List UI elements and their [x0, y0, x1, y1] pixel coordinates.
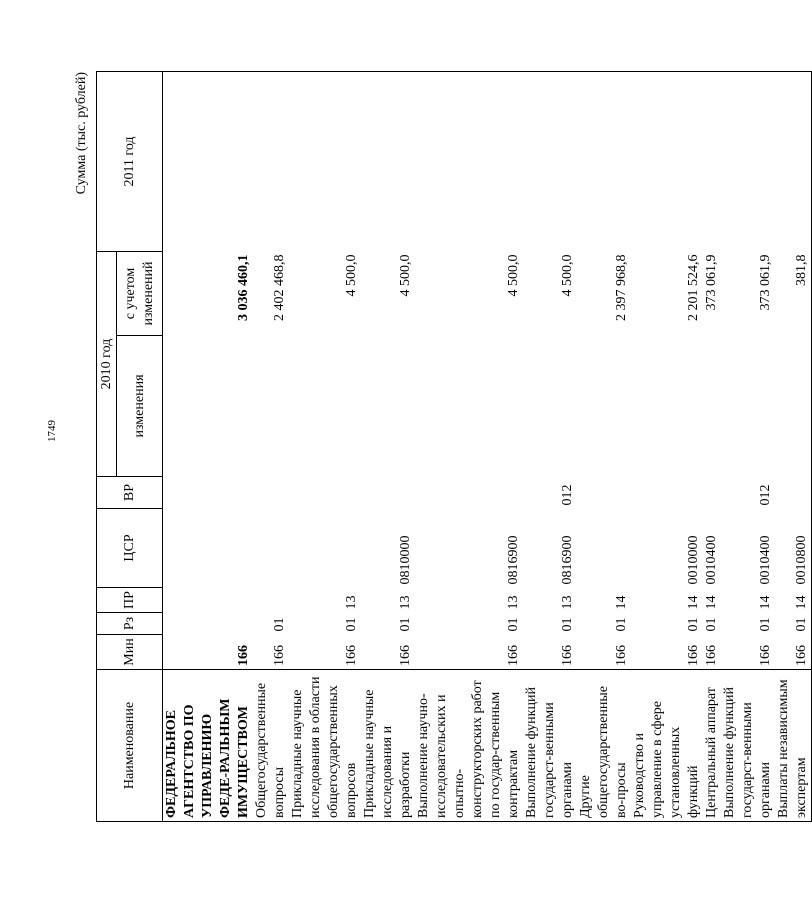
row-changes [775, 336, 812, 477]
row-pr: 13 [398, 595, 413, 610]
row-rz: 01 [614, 617, 629, 632]
row-rz: 01 [506, 617, 521, 632]
row-csr [577, 509, 631, 588]
table-row [721, 72, 775, 822]
row-csr [163, 509, 254, 588]
row-changes [361, 336, 415, 477]
row-with-changes: 373 061,9 [704, 254, 719, 311]
row-vr [361, 477, 415, 509]
row-pr: 14 [758, 595, 773, 610]
row-2011 [631, 72, 703, 252]
row-vr [289, 477, 361, 509]
row-changes [289, 336, 361, 477]
row-name: Руководство и управление в сфере установленных функций [631, 670, 703, 822]
header-csr: ЦСР [97, 509, 163, 588]
row-vr: 012 [560, 484, 575, 506]
row-min: 166 [775, 635, 812, 670]
row-changes [523, 336, 577, 477]
row-with-changes: 4 500,0 [506, 254, 521, 297]
row-changes [163, 336, 254, 477]
row-2011 [703, 72, 721, 252]
row-csr: 0010400 [704, 535, 719, 585]
row-with-changes: 4 500,0 [344, 254, 359, 297]
row-vr [163, 477, 254, 509]
row-min: 166 [686, 645, 701, 666]
row-2011 [253, 72, 289, 252]
row-name: ФЕДЕРАЛЬНОЕ АГЕНТСТВО ПО УПРАВЛЕНИЮ ФЕДЕ-РАЛЬНЫМ ИМУЩЕСТВОМ [163, 670, 254, 822]
row-name: Общегосударственные вопросы [253, 670, 289, 822]
row-csr: 0810000 [398, 535, 413, 585]
row-name: Прикладные научные исследования и разработки [361, 670, 415, 822]
row-changes [577, 336, 631, 477]
header-changes: изменения [117, 336, 163, 477]
row-pr: 13 [560, 595, 575, 610]
row-with-changes: 3 036 460,1 [236, 254, 251, 321]
row-pr: 13 [506, 595, 521, 610]
row-2011 [721, 72, 775, 252]
row-rz: 01 [758, 617, 773, 632]
row-vr [253, 477, 289, 509]
row-with-changes: 2 397 968,8 [614, 254, 629, 321]
row-csr: 0010000 [686, 535, 701, 585]
row-with-changes: 373 061,9 [758, 254, 773, 311]
table-row [415, 72, 523, 822]
row-with-changes: 4 500,0 [560, 254, 575, 297]
row-pr: 13 [344, 595, 359, 610]
row-rz: 01 [775, 613, 812, 635]
row-name: Выплаты независимым экспертам [775, 670, 812, 822]
table-row [523, 72, 577, 822]
row-changes [253, 336, 289, 477]
row-min: 166 [758, 645, 773, 666]
table-row [775, 72, 812, 822]
row-rz: 01 [560, 617, 575, 632]
row-rz: 01 [704, 617, 719, 632]
row-vr [703, 477, 721, 509]
row-rz: 01 [272, 617, 287, 632]
row-with-changes: 2 402 468,8 [272, 254, 287, 321]
row-min: 166 [704, 645, 719, 666]
row-pr: 14 [686, 595, 701, 610]
row-with-changes: 4 500,0 [398, 254, 413, 297]
table-row [289, 72, 361, 822]
row-name: Выполнение функций государст-венными органами [721, 670, 775, 822]
header-pr: ПР [97, 588, 163, 613]
row-2011 [289, 72, 361, 252]
table-row [253, 72, 289, 822]
row-rz: 01 [344, 617, 359, 632]
row-rz: 01 [398, 617, 413, 632]
row-changes [631, 336, 703, 477]
row-vr [577, 477, 631, 509]
row-min: 166 [398, 645, 413, 666]
row-name: Центральный аппарат [703, 670, 721, 822]
row-min: 166 [506, 645, 521, 666]
row-min: 166 [614, 645, 629, 666]
header-vr: ВР [97, 477, 163, 509]
table-row [577, 72, 631, 822]
table-row [163, 72, 254, 822]
row-min: 166 [236, 645, 251, 666]
row-with-changes: 381,8 [775, 252, 812, 336]
row-csr [289, 509, 361, 588]
row-vr [775, 477, 812, 509]
row-name: Выполнение научно-исследовательских и опытно-конструкторских работ по государ-ственным контрактам [415, 670, 523, 822]
row-with-changes: 2 201 524,6 [686, 254, 701, 321]
row-min: 166 [272, 645, 287, 666]
row-csr: 0010800 [775, 509, 812, 588]
row-2011 [415, 72, 523, 252]
row-changes [721, 336, 775, 477]
header-rz: Рз [97, 613, 163, 635]
row-pr: 14 [614, 595, 629, 610]
table-row [361, 72, 415, 822]
row-2011 [361, 72, 415, 252]
header-min: Мин [97, 635, 163, 670]
row-csr [253, 509, 289, 588]
row-2011 [775, 72, 812, 252]
row-2011 [163, 72, 254, 252]
row-name: Выполнение функций государст-венными органами [523, 670, 577, 822]
budget-table [96, 71, 812, 822]
row-rz: 01 [686, 617, 701, 632]
row-pr: 14 [775, 588, 812, 613]
row-min: 166 [560, 645, 575, 666]
header-2011: 2011 год [97, 72, 163, 252]
row-changes [703, 336, 721, 477]
row-pr: 14 [704, 595, 719, 610]
header-name: Наименование [97, 670, 163, 822]
row-pr [253, 588, 289, 613]
row-min: 166 [344, 645, 359, 666]
row-name: Прикладные научные исследования в области общегосударственных вопросов [289, 670, 361, 822]
row-csr: 0816900 [506, 535, 521, 585]
row-pr [163, 588, 254, 613]
header-with-changes: с учетом изменений [117, 252, 163, 336]
row-2011 [523, 72, 577, 252]
row-changes [415, 336, 523, 477]
header-2010: 2010 год [97, 252, 117, 477]
row-2011 [577, 72, 631, 252]
rotated-page [74, 72, 809, 822]
table-row [703, 72, 721, 822]
row-name: Другие общегосударственные во-просы [577, 670, 631, 822]
table-row [631, 72, 703, 822]
row-vr: 012 [758, 484, 773, 506]
units-caption: Сумма (тыс. рублей) [74, 72, 89, 195]
row-csr: 0010400 [758, 535, 773, 585]
row-vr [415, 477, 523, 509]
row-rz [163, 613, 254, 635]
row-vr [631, 477, 703, 509]
page-number: 1749 [46, 420, 58, 442]
row-csr: 0816900 [560, 535, 575, 585]
